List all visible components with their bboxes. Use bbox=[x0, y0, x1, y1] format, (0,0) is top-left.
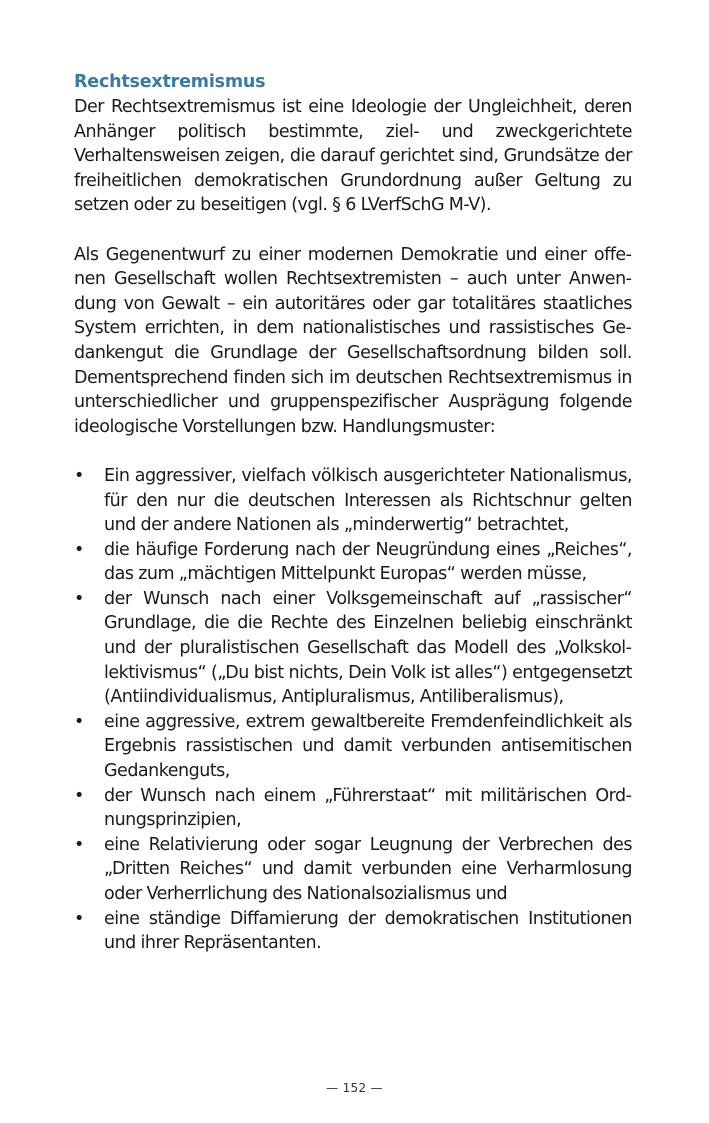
list-item bbox=[74, 907, 632, 956]
list-item bbox=[74, 538, 632, 587]
ideology-list bbox=[74, 464, 632, 956]
list-item bbox=[74, 833, 632, 907]
section-heading: Rechtsextremismus bbox=[74, 72, 266, 92]
list-item-text: eine ständige Diffamierung der demokratischen Institutionen und ihrer Repräsentanten. bbox=[104, 908, 632, 954]
list-item-text: eine aggressive, extrem gewaltbereite Fremdenfeindlichkeit als Ergebnis rassistischen und damit verbunden antisemitischen Gedankenguts, bbox=[104, 711, 632, 782]
bullet-marker: • bbox=[74, 711, 84, 732]
page-number: — 152 — bbox=[326, 1081, 383, 1095]
list-item bbox=[74, 784, 632, 833]
list-item-text: der Wunsch nach einer Volksgemeinschaft auf „rassischer“ Grundlage, die die Rechte des Einzelnen beliebig einschränkt und der pluralistischen Gesellschaft das Modell des „Volkskollektivismus“ („Du bist nichts, Dein Volk ist alles“) entgegensetzt (Antiindividualismus, Antipluralismus, Antiliberalismus), bbox=[104, 588, 632, 708]
bullet-marker: • bbox=[74, 588, 84, 609]
bullet-marker: • bbox=[74, 539, 84, 560]
list-item bbox=[74, 464, 632, 538]
list-item bbox=[74, 710, 632, 784]
bullet-marker: • bbox=[74, 465, 84, 486]
list-item-text: die häufige Forderung nach der Neugründung eines „Reiches“, das zum „mächtigen Mittelpunkt Europas“ werden müsse, bbox=[104, 539, 632, 585]
paragraph-spacer bbox=[74, 439, 632, 464]
bullet-marker: • bbox=[74, 908, 84, 929]
page-content bbox=[74, 70, 632, 956]
list-item-text: eine Relativierung oder sogar Leugnung der Verbrechen des „Dritten Reiches“ und damit verbunden eine Verharmlosung oder Verherrlichung des Nationalsozialismus und bbox=[104, 834, 632, 904]
bullet-marker: • bbox=[74, 785, 84, 806]
intro-paragraph: Der Rechtsextremismus ist eine Ideologie der Ungleichheit, deren Anhänger politisch bestimmte, ziel- und zweckgerichtete Verhaltensweisen zeigen, die darauf gerichtet sind, Grundsätze der freiheitlichen demokratischen Grundordnung außer Geltung zu setzen oder zu beseitigen (vgl. § 6 LVerfSchG M-V). bbox=[74, 97, 632, 216]
paragraph-spacer bbox=[74, 218, 632, 243]
bullet-marker: • bbox=[74, 834, 84, 855]
list-item-text: der Wunsch nach einem „Führerstaat“ mit militärischen Ordnungsprinzipien, bbox=[104, 785, 632, 831]
list-item-text: Ein aggressiver, vielfach völkisch ausgerichteter Nationalismus, für den nur die deutschen Interessen als Richtschnur gelten und der andere Nationen als „minderwertig“ betrachtet, bbox=[104, 465, 632, 536]
context-paragraph: Als Gegenentwurf zu einer modernen Demokratie und einer offenen Gesellschaft wollen Rechtsextremisten – auch unter Anwendung von Gewalt – ein autoritäres oder gar totalitäres staatliches System errichten, in dem nationalistisches und rassistisches Gedankengut die Grundlage der Gesellschaftsordnung bilden soll. Dementsprechend finden sich im deutschen Rechtsextremismus in unterschiedlicher und gruppenspezifischer Ausprägung folgende ideologische Vorstellungen bzw. Handlungsmuster: bbox=[74, 244, 632, 437]
list-item bbox=[74, 587, 632, 710]
